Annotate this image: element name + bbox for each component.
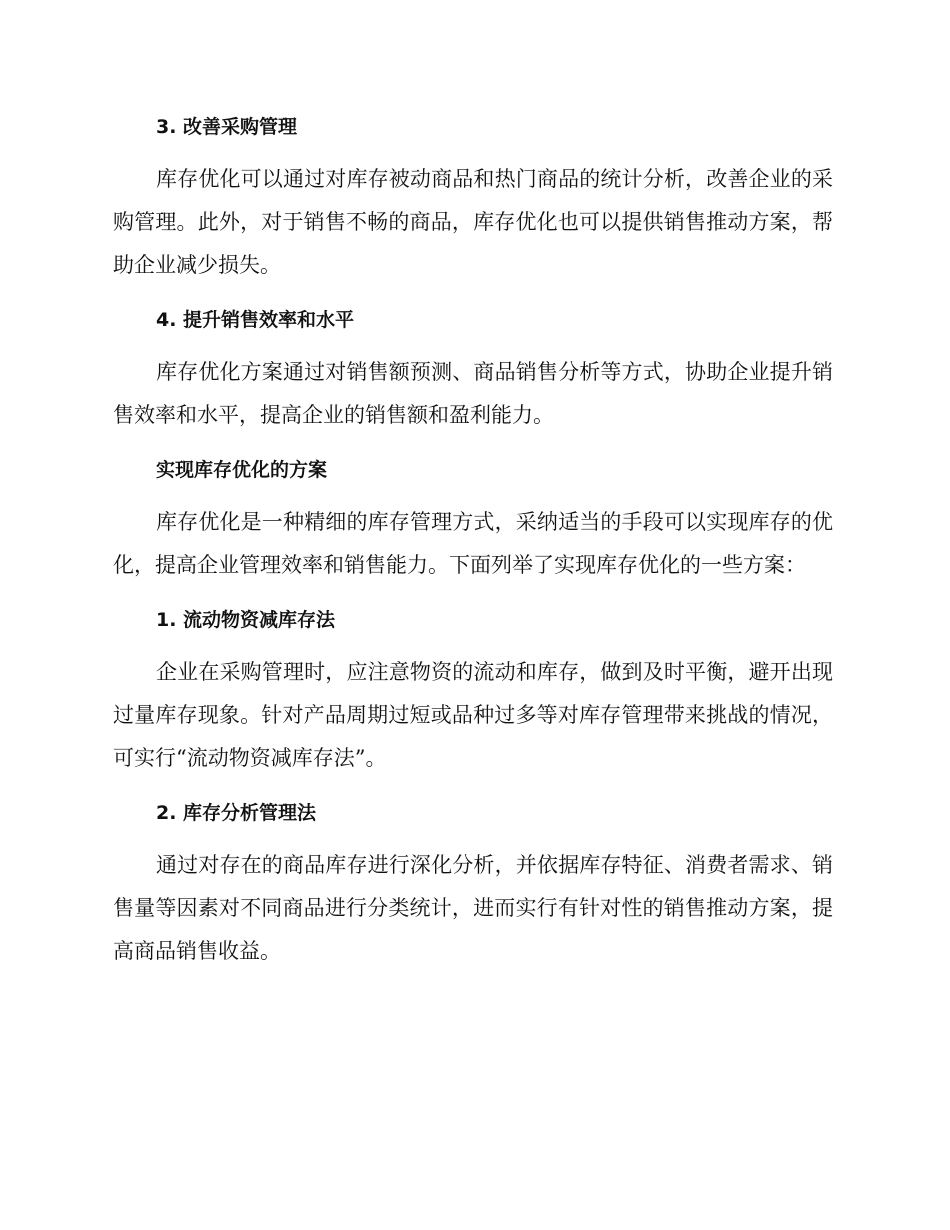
section-heading-sales-efficiency: 4. 提升销售效率和水平 xyxy=(156,309,355,331)
section-body-inventory-analysis-method: 通过对存在的商品库存进行深化分析，并依据库存特征、消费者需求、销售量等因素对不同商品进行分类统计，进而实行有针对性的销售推动方案，提高商品销售收益。 xyxy=(113,853,833,963)
section-heading-flow-materials-method: 1. 流动物资减库存法 xyxy=(156,609,336,631)
section-body-sales-efficiency: 库存优化方案通过对销售额预测、商品销售分析等方式，协助企业提升销售效率和水平，提高企业的销售额和盈利能力。 xyxy=(113,360,833,427)
section-heading-inventory-analysis-method: 2. 库存分析管理法 xyxy=(156,802,317,824)
section-heading-optimization-plans: 实现库存优化的方案 xyxy=(156,459,328,481)
document-page xyxy=(113,106,833,985)
section-body-optimization-plans: 库存优化是一种精细的库存管理方式，采纳适当的手段可以实现库存的优化，提高企业管理效率和销售能力。下面列举了实现库存优化的一些方案： xyxy=(113,510,833,577)
section-heading-improve-procurement: 3. 改善采购管理 xyxy=(156,116,298,138)
section-body-flow-materials-method: 企业在采购管理时，应注意物资的流动和库存，做到及时平衡，避开出现过量库存现象。针对产品周期过短或品种过多等对库存管理带来挑战的情况，可实行“流动物资减库存法”。 xyxy=(113,660,833,770)
section-body-improve-procurement: 库存优化可以通过对库存被动商品和热门商品的统计分析，改善企业的采购管理。此外，对于销售不畅的商品，库存优化也可以提供销售推动方案，帮助企业减少损失。 xyxy=(113,167,833,277)
